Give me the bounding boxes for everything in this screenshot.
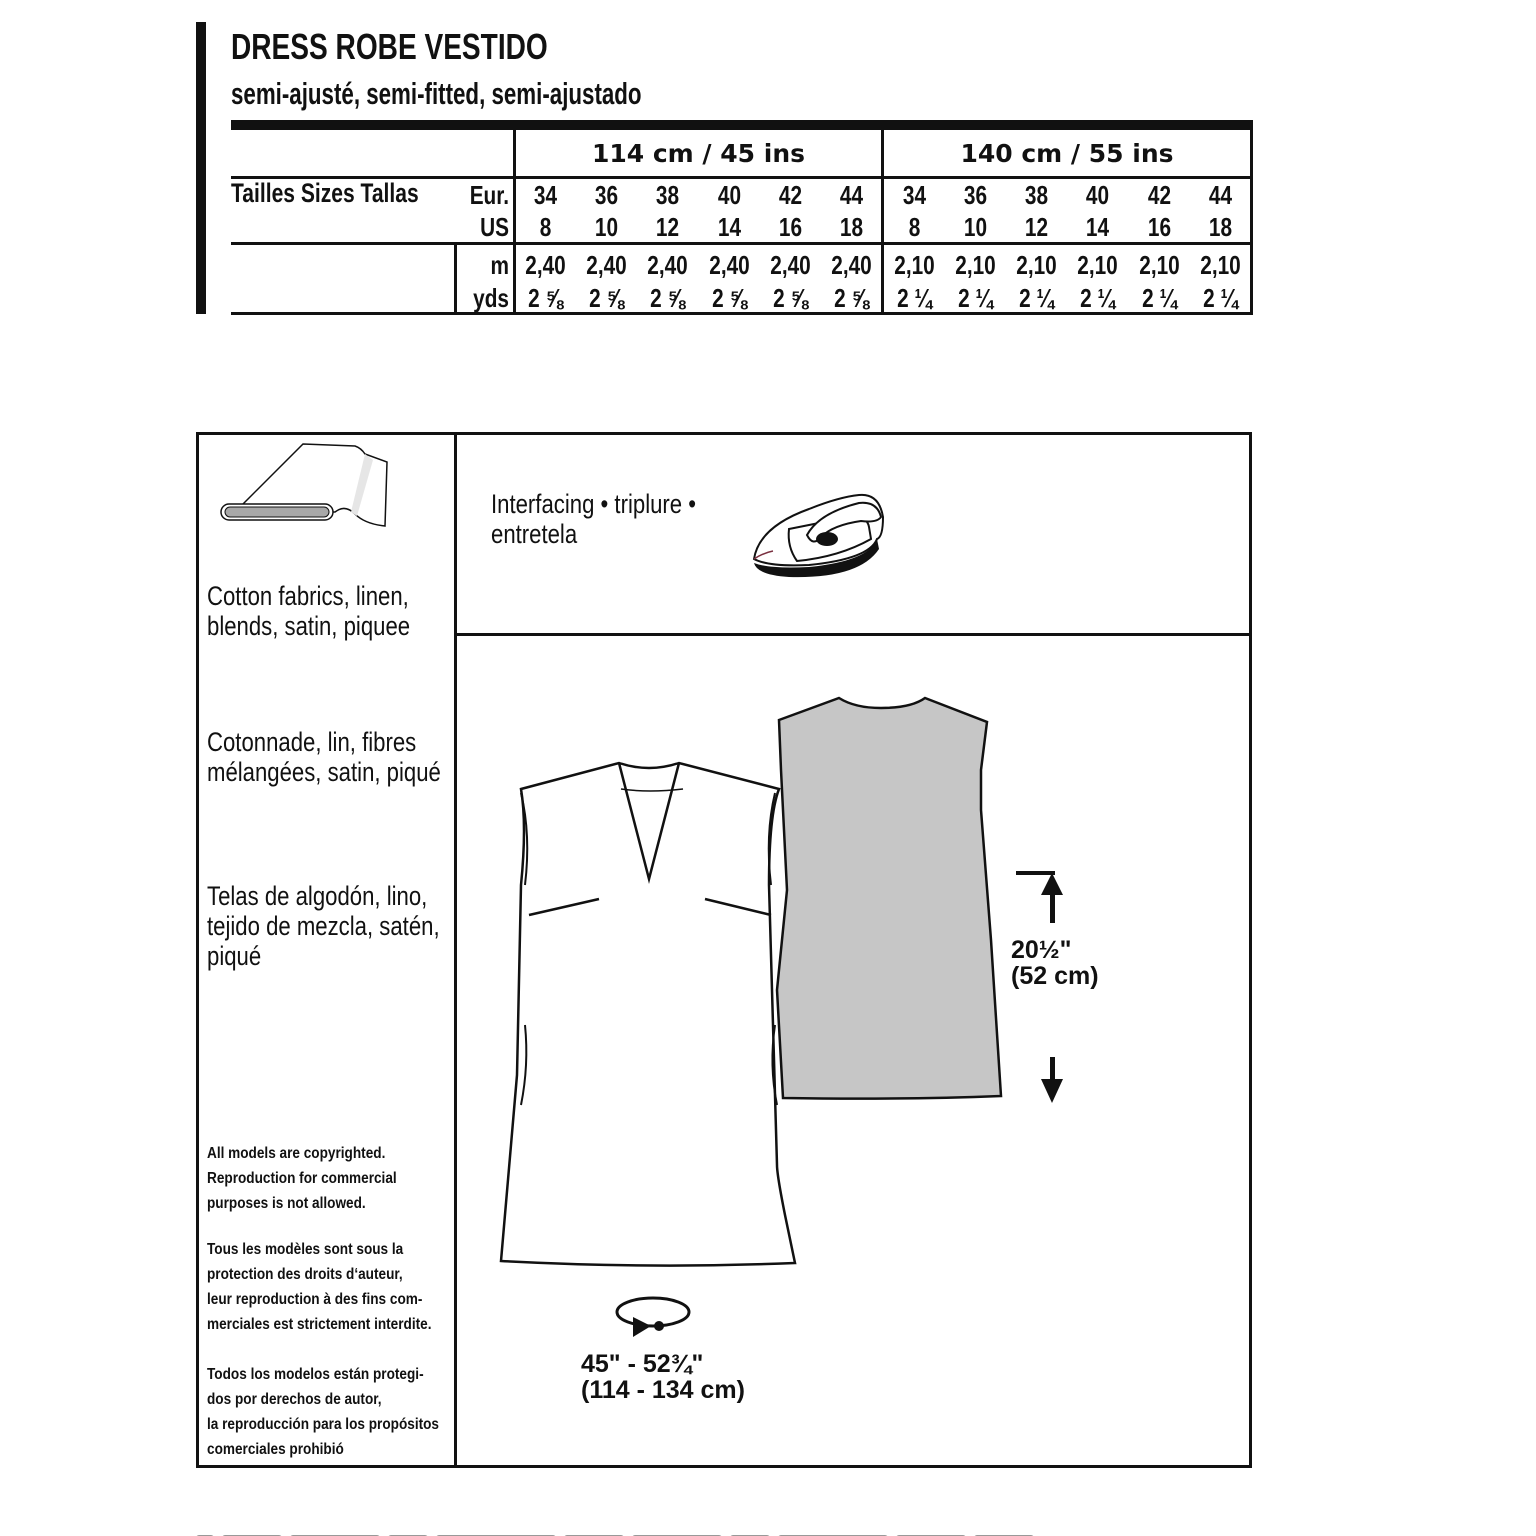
fabric-suggestions-es bbox=[207, 881, 440, 971]
us-size: 12 bbox=[1024, 212, 1049, 242]
us-size: 8 bbox=[539, 212, 552, 242]
text-line: tejido de mezcla, satén, bbox=[207, 911, 440, 941]
us-size: 10 bbox=[963, 212, 988, 242]
text-line: dos por derechos de autor, bbox=[207, 1391, 382, 1408]
text-line: Todos los modelos están protegi- bbox=[207, 1366, 424, 1383]
text-line: Reproduction for commercial bbox=[207, 1170, 397, 1187]
fabric-width-114: 114 cm / 45 ins bbox=[591, 139, 806, 168]
row-label-yds: yds bbox=[473, 283, 509, 313]
meters-value: 2,10 bbox=[1200, 250, 1241, 280]
meters-value: 2,40 bbox=[647, 250, 688, 280]
table-top-rule bbox=[231, 120, 1253, 130]
us-size: 18 bbox=[839, 212, 864, 242]
copyright-notice-fr bbox=[207, 1237, 431, 1337]
yardage-table bbox=[231, 120, 1253, 316]
eur-size: 42 bbox=[1147, 180, 1172, 210]
text-line: Cotonnade, lin, fibres bbox=[207, 727, 417, 757]
copyright-notice-en bbox=[207, 1141, 397, 1216]
sizes-label: Tailles Sizes Tallas bbox=[231, 178, 419, 208]
eur-size: 40 bbox=[1085, 180, 1110, 210]
length-cm: (52 cm) bbox=[1011, 962, 1099, 990]
yards-value: 2 ⅝ bbox=[773, 283, 808, 313]
yards-value: 2 ⅝ bbox=[589, 283, 624, 313]
fabric-suggestions-fr bbox=[207, 727, 441, 787]
iron-icon bbox=[749, 487, 889, 579]
fabric-bolt-icon bbox=[215, 440, 395, 535]
finished-length-measurement bbox=[1011, 937, 1099, 989]
meters-value: 2,40 bbox=[709, 250, 750, 280]
length-arrow-icon bbox=[1011, 865, 1081, 1115]
text-line: Cotton fabrics, linen, bbox=[207, 581, 409, 611]
eur-size: 36 bbox=[594, 180, 619, 210]
yards-value: 2 ¼ bbox=[1080, 283, 1115, 313]
yards-value: 2 ¼ bbox=[1203, 283, 1238, 313]
eur-size: 44 bbox=[839, 180, 864, 210]
text-line: la reproducción para los propósitos bbox=[207, 1416, 439, 1433]
table-rule bbox=[1250, 130, 1253, 315]
us-size: 14 bbox=[717, 212, 742, 242]
panel-divider bbox=[457, 633, 1249, 636]
text-line: Interfacing • triplure • bbox=[491, 489, 697, 519]
hip-cm: (114 - 134 cm) bbox=[581, 1376, 745, 1404]
text-line: piqué bbox=[207, 941, 262, 971]
yards-value: 2 ¼ bbox=[897, 283, 932, 313]
hip-circumference-measurement bbox=[581, 1351, 745, 1403]
us-size: 10 bbox=[594, 212, 619, 242]
eur-size: 34 bbox=[533, 180, 558, 210]
fabric-suggestions-en bbox=[207, 581, 410, 641]
yards-value: 2 ¼ bbox=[1019, 283, 1054, 313]
text-line: mélangées, satin, piqué bbox=[207, 757, 441, 787]
meters-value: 2,10 bbox=[1077, 250, 1118, 280]
meters-value: 2,40 bbox=[831, 250, 872, 280]
pattern-title: DRESS ROBE VESTIDO bbox=[231, 26, 548, 67]
row-label-eur: Eur. bbox=[469, 180, 509, 210]
meters-value: 2,40 bbox=[770, 250, 811, 280]
us-size: 14 bbox=[1085, 212, 1110, 242]
us-size: 12 bbox=[655, 212, 680, 242]
text-line: protection des droits d‘auteur, bbox=[207, 1266, 403, 1283]
text-line: entretela bbox=[491, 519, 578, 549]
dress-front-view bbox=[499, 685, 799, 1275]
eur-size: 38 bbox=[655, 180, 680, 210]
yards-value: 2 ¼ bbox=[958, 283, 993, 313]
cropped-footer-text bbox=[196, 1528, 1256, 1536]
panel-divider bbox=[454, 435, 457, 1465]
yards-value: 2 ⅝ bbox=[528, 283, 563, 313]
hip-inches: 45" - 52¾" bbox=[581, 1350, 704, 1378]
pattern-subtitle: semi-ajusté, semi-fitted, semi-ajustado bbox=[231, 76, 642, 111]
meters-value: 2,10 bbox=[1139, 250, 1180, 280]
yards-value: 2 ⅝ bbox=[712, 283, 747, 313]
yards-value: 2 ⅝ bbox=[650, 283, 685, 313]
eur-size: 44 bbox=[1208, 180, 1233, 210]
text-line: purposes is not allowed. bbox=[207, 1195, 366, 1212]
us-size: 16 bbox=[778, 212, 803, 242]
text-line: Tous les modèles sont sous la bbox=[207, 1241, 404, 1258]
row-label-m: m bbox=[490, 250, 509, 280]
meters-value: 2,10 bbox=[894, 250, 935, 280]
fabric-width-140: 140 cm / 55 ins bbox=[960, 139, 1174, 168]
dress-back-view bbox=[771, 690, 1011, 1110]
eur-size: 42 bbox=[778, 180, 803, 210]
eur-size: 34 bbox=[902, 180, 927, 210]
us-size: 18 bbox=[1208, 212, 1233, 242]
meters-value: 2,10 bbox=[955, 250, 996, 280]
text-line: All models are copyrighted. bbox=[207, 1145, 386, 1162]
eur-size: 38 bbox=[1024, 180, 1049, 210]
us-size: 8 bbox=[908, 212, 921, 242]
eur-size: 40 bbox=[717, 180, 742, 210]
text-line: Telas de algodón, lino, bbox=[207, 881, 428, 911]
circumference-icon bbox=[611, 1295, 695, 1345]
pattern-info-panel bbox=[196, 432, 1252, 1468]
yards-value: 2 ¼ bbox=[1142, 283, 1177, 313]
meters-value: 2,10 bbox=[1016, 250, 1057, 280]
meters-value: 2,40 bbox=[525, 250, 566, 280]
us-size: 16 bbox=[1147, 212, 1172, 242]
text-line: comerciales prohibió bbox=[207, 1441, 344, 1458]
row-label-us: US bbox=[480, 212, 509, 242]
yards-value: 2 ⅝ bbox=[834, 283, 869, 313]
meters-value: 2,40 bbox=[586, 250, 627, 280]
text-line: merciales est strictement interdite. bbox=[207, 1316, 432, 1333]
text-line: leur reproduction à des fins com- bbox=[207, 1291, 423, 1308]
eur-size: 36 bbox=[963, 180, 988, 210]
interfacing-label bbox=[491, 489, 696, 549]
length-inches: 20½" bbox=[1011, 936, 1072, 964]
header-accent-bar bbox=[196, 22, 206, 314]
text-line: blends, satin, piquee bbox=[207, 611, 411, 641]
copyright-notice-es bbox=[207, 1362, 439, 1462]
